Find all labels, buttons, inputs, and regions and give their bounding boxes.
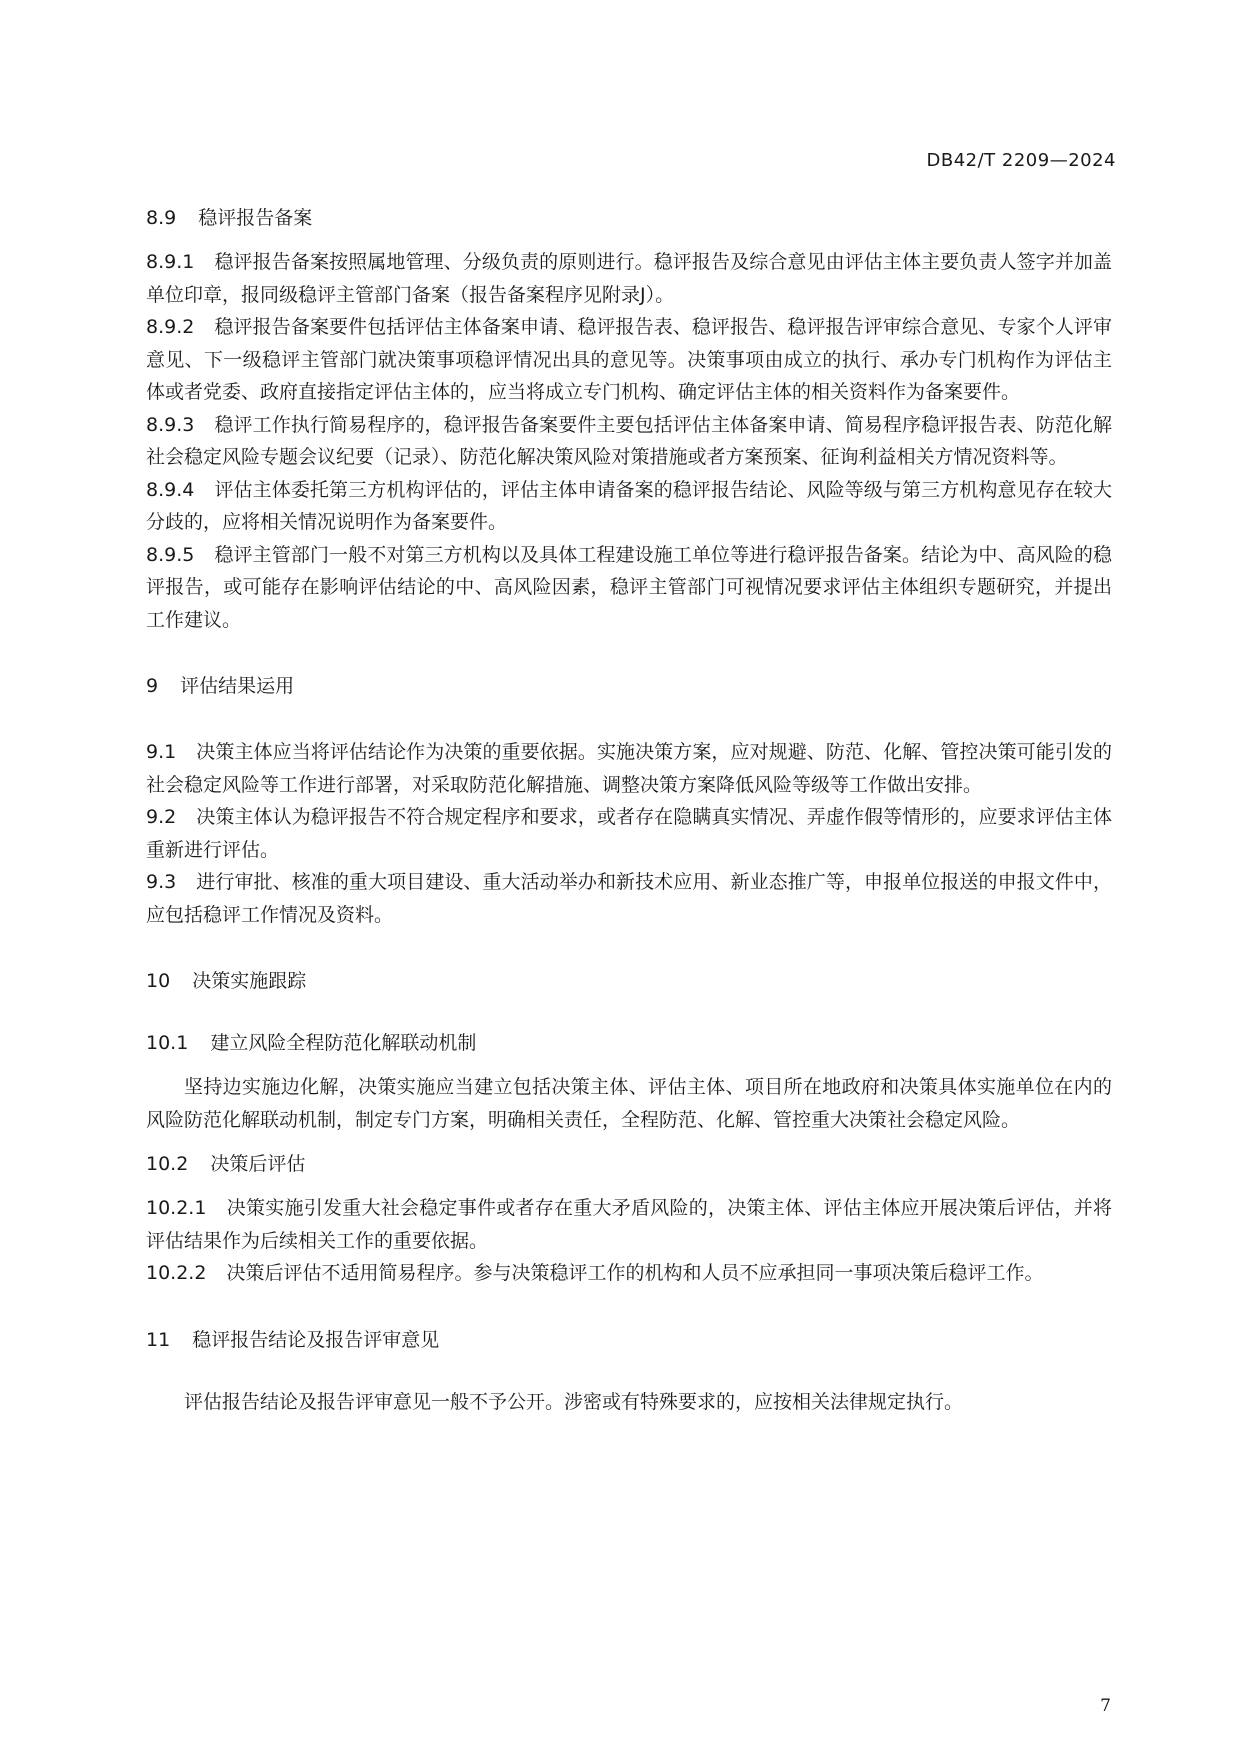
section-number: 10 [146,970,171,992]
section-number: 8.9 [146,207,177,229]
clause-text: 决策主体应当将评估结论作为决策的重要依据。实施决策方案，应对规避、防范、化解、管控决策可能引发的社会稳定风险等工作进行部署，对采取防范化解措施、调整决策方案降低风险等级等工作做出安排。 [146,741,1112,796]
section-number: 11 [146,1328,171,1351]
clause-number: 8.9.1 [146,251,195,273]
document-code: DB42/T 2209—2024 [926,150,1116,171]
section-10-1-title [146,1027,1112,1059]
clause-text: 决策实施引发重大社会稳定事件或者存在重大矛盾风险的，决策主体、评估主体应开展决策后评估，并将评估结果作为后续相关工作的重要依据。 [146,1197,1112,1252]
clause-number: 8.9.4 [146,478,195,501]
section-number: 10.1 [146,1032,189,1054]
clause-text: 进行审批、核准的重大项目建设、重大活动举办和新技术应用、新业态推广等，申报单位报送的申报文件中，应包括稳评工作情况及资料。 [146,871,1112,926]
clause-text: 决策后评估不适用简易程序。参与决策稳评工作的机构和人员不应承担同一事项决策后稳评工作。 [226,1262,1044,1284]
clause-text: 稳评工作执行简易程序的，稳评报告备案要件主要包括评估主体备案申请、简易程序稳评报告表、防范化解社会稳定风险专题会议纪要（记录）、防范化解决策风险对策措施或者方案预案、征询利益相关方情况资料等。 [146,413,1112,468]
section-11-title [146,1324,1112,1356]
clause-text: 评估主体委托第三方机构评估的，评估主体申请备案的稳评报告结论、风险等级与第三方机构意见存在较大分歧的，应将相关情况说明作为备案要件。 [146,478,1112,533]
clause-number: 8.9.2 [146,316,195,338]
clause-9-2 [146,801,1112,866]
clause-number: 9.3 [146,871,177,893]
section-number: 10.2 [146,1153,189,1175]
clause-number: 10.2.2 [146,1262,207,1284]
section-title-text: 决策实施跟踪 [192,970,307,992]
clause-number: 8.9.5 [146,543,195,566]
clause-text: 稳评报告备案按照属地管理、分级负责的原则进行。稳评报告及综合意见由评估主体主要负责人签字并加盖单位印章，报同级稳评主管部门备案（报告备案程序见附录J）。 [146,251,1112,306]
section-title-text: 评估结果运用 [180,675,295,697]
clause-number: 10.2.1 [146,1197,207,1219]
page-number: 7 [1100,1696,1111,1716]
clause-10-2-2 [146,1257,1112,1290]
clause-8-9-3 [146,409,1112,474]
section-10-2-title [146,1148,1112,1180]
clause-9-1 [146,736,1112,801]
section-title-text: 决策后评估 [210,1153,306,1175]
clause-8-9-2 [146,311,1112,409]
document-body [146,202,1112,1418]
section-8-9-title [146,202,1112,234]
clause-11-body: 评估报告结论及报告评审意见一般不予公开。涉密或有特殊要求的，应按相关法律规定执行。 [184,1390,964,1413]
section-title-text: 稳评报告结论及报告评审意见 [192,1328,440,1351]
clause-8-9-5 [146,539,1112,637]
clause-text: 稳评主管部门一般不对第三方机构以及具体工程建设施工单位等进行稳评报告备案。结论为中、高风险的稳评报告，或可能存在影响评估结论的中、高风险因素，稳评主管部门可视情况要求评估主体组织专题研究，并提出工作建议。 [146,543,1112,631]
section-title-text: 建立风险全程防范化解联动机制 [210,1032,477,1054]
clause-10-2-1 [146,1192,1112,1257]
clause-8-9-1 [146,246,1112,311]
section-10-title [146,965,1112,997]
clause-text: 稳评报告备案要件包括评估主体备案申请、稳评报告表、稳评报告、稳评报告评审综合意见、专家个人评审意见、下一级稳评主管部门就决策事项稳评情况出具的意见等。决策事项由成立的执行、承办专门机构作为评估主体或者党委、政府直接指定评估主体的，应当将成立专门机构、确定评估主体的相关资料作为备案要件。 [146,316,1112,403]
section-title-text: 稳评报告备案 [198,207,313,229]
clause-number: 9.1 [146,741,177,763]
section-number: 9 [146,675,159,697]
clause-text: 决策主体认为稳评报告不符合规定程序和要求，或者存在隐瞒真实情况、弄虚作假等情形的，应要求评估主体重新进行评估。 [146,806,1112,861]
clause-8-9-4 [146,474,1112,539]
clause-number: 9.2 [146,806,177,828]
clause-number: 8.9.3 [146,413,195,436]
section-9-title [146,670,1112,702]
clause-9-3 [146,866,1112,931]
clause-10-1-body: 坚持边实施边化解，决策实施应当建立包括决策主体、评估主体、项目所在地政府和决策具体实施单位在内的风险防范化解联动机制，制定专门方案，明确相关责任，全程防范、化解、管控重大决策社会稳定风险。 [146,1076,1112,1131]
